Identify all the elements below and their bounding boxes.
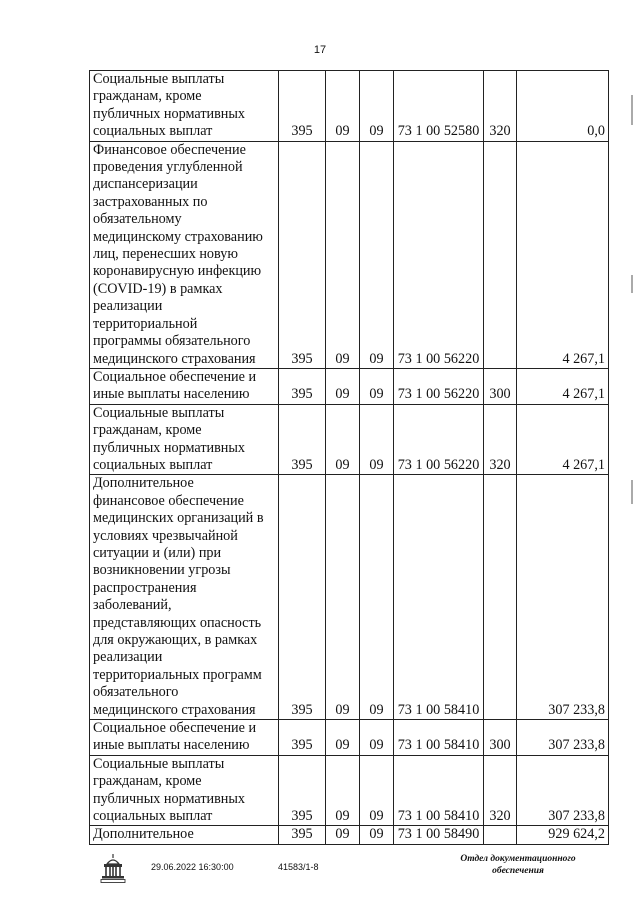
row-name: Социальное обеспечение и иные выплаты населению bbox=[90, 368, 279, 404]
row-type-code: 320 bbox=[484, 71, 517, 142]
row-type-code bbox=[484, 826, 517, 844]
row-subsection-code: 09 bbox=[360, 141, 394, 368]
table-row bbox=[90, 720, 609, 756]
row-section-code: 09 bbox=[326, 826, 360, 844]
row-target-code: 73 1 00 58490 bbox=[394, 826, 484, 844]
row-ministry-code: 395 bbox=[279, 475, 326, 720]
duma-building-icon bbox=[99, 852, 127, 884]
budget-table bbox=[89, 70, 609, 845]
row-section-code: 09 bbox=[326, 755, 360, 826]
row-target-code: 73 1 00 56220 bbox=[394, 141, 484, 368]
table-row bbox=[90, 826, 609, 844]
table-row bbox=[90, 475, 609, 720]
page-number: 17 bbox=[313, 44, 327, 56]
table-row bbox=[90, 404, 609, 475]
row-type-code bbox=[484, 141, 517, 368]
department-stamp: Отдел документационного обеспечения bbox=[460, 854, 576, 876]
row-name: Социальные выплаты гражданам, кроме публичных нормативных социальных выплат bbox=[90, 71, 279, 142]
row-amount: 4 267,1 bbox=[517, 404, 609, 475]
row-amount: 307 233,8 bbox=[517, 475, 609, 720]
row-subsection-code: 09 bbox=[360, 404, 394, 475]
row-section-code: 09 bbox=[326, 404, 360, 475]
row-target-code: 73 1 00 58410 bbox=[394, 475, 484, 720]
row-target-code: 73 1 00 56220 bbox=[394, 404, 484, 475]
scan-edge-mark bbox=[631, 95, 633, 125]
scan-edge-mark bbox=[631, 275, 633, 293]
row-ministry-code: 395 bbox=[279, 826, 326, 844]
row-target-code: 73 1 00 58410 bbox=[394, 755, 484, 826]
row-ministry-code: 395 bbox=[279, 141, 326, 368]
row-target-code: 73 1 00 58410 bbox=[394, 720, 484, 756]
scan-edge-mark bbox=[631, 480, 633, 504]
row-ministry-code: 395 bbox=[279, 720, 326, 756]
row-amount: 307 233,8 bbox=[517, 720, 609, 756]
row-section-code: 09 bbox=[326, 141, 360, 368]
row-subsection-code: 09 bbox=[360, 826, 394, 844]
row-amount: 0,0 bbox=[517, 71, 609, 142]
row-type-code: 300 bbox=[484, 368, 517, 404]
row-amount: 4 267,1 bbox=[517, 141, 609, 368]
row-section-code: 09 bbox=[326, 720, 360, 756]
row-name: Дополнительное bbox=[90, 826, 279, 844]
row-amount: 307 233,8 bbox=[517, 755, 609, 826]
row-subsection-code: 09 bbox=[360, 368, 394, 404]
row-name: Социальные выплаты гражданам, кроме публичных нормативных социальных выплат bbox=[90, 755, 279, 826]
row-subsection-code: 09 bbox=[360, 755, 394, 826]
document-number: 41583/1-8 bbox=[278, 862, 319, 872]
row-subsection-code: 09 bbox=[360, 71, 394, 142]
row-section-code: 09 bbox=[326, 368, 360, 404]
row-name: Финансовое обеспечение проведения углубленной диспансеризации застрахованных по обязательному медицинскому страхованию лиц, перенесших новую коронавирусную инфекцию (COVID-19) в рамках реализации территориальной программы обязательного медицинского страхования bbox=[90, 141, 279, 368]
row-ministry-code: 395 bbox=[279, 755, 326, 826]
row-name: Социальные выплаты гражданам, кроме публичных нормативных социальных выплат bbox=[90, 404, 279, 475]
print-timestamp: 29.06.2022 16:30:00 bbox=[151, 862, 234, 872]
row-ministry-code: 395 bbox=[279, 71, 326, 142]
table-row bbox=[90, 368, 609, 404]
row-target-code: 73 1 00 56220 bbox=[394, 368, 484, 404]
row-type-code: 300 bbox=[484, 720, 517, 756]
row-section-code: 09 bbox=[326, 71, 360, 142]
row-name: Социальное обеспечение и иные выплаты населению bbox=[90, 720, 279, 756]
row-type-code: 320 bbox=[484, 404, 517, 475]
row-ministry-code: 395 bbox=[279, 368, 326, 404]
table-row bbox=[90, 141, 609, 368]
row-amount: 929 624,2 bbox=[517, 826, 609, 844]
row-type-code bbox=[484, 475, 517, 720]
row-name: Дополнительное финансовое обеспечение медицинских организаций в условиях чрезвычайной ситуации и (или) при возникновении угрозы распространения заболеваний, представляющих опасность для окружающих, в рамках реализации территориальных программ обязательного медицинского страхования bbox=[90, 475, 279, 720]
row-type-code: 320 bbox=[484, 755, 517, 826]
row-ministry-code: 395 bbox=[279, 404, 326, 475]
row-subsection-code: 09 bbox=[360, 475, 394, 720]
row-target-code: 73 1 00 52580 bbox=[394, 71, 484, 142]
table-row bbox=[90, 71, 609, 142]
row-amount: 4 267,1 bbox=[517, 368, 609, 404]
row-section-code: 09 bbox=[326, 475, 360, 720]
table-row bbox=[90, 755, 609, 826]
row-subsection-code: 09 bbox=[360, 720, 394, 756]
